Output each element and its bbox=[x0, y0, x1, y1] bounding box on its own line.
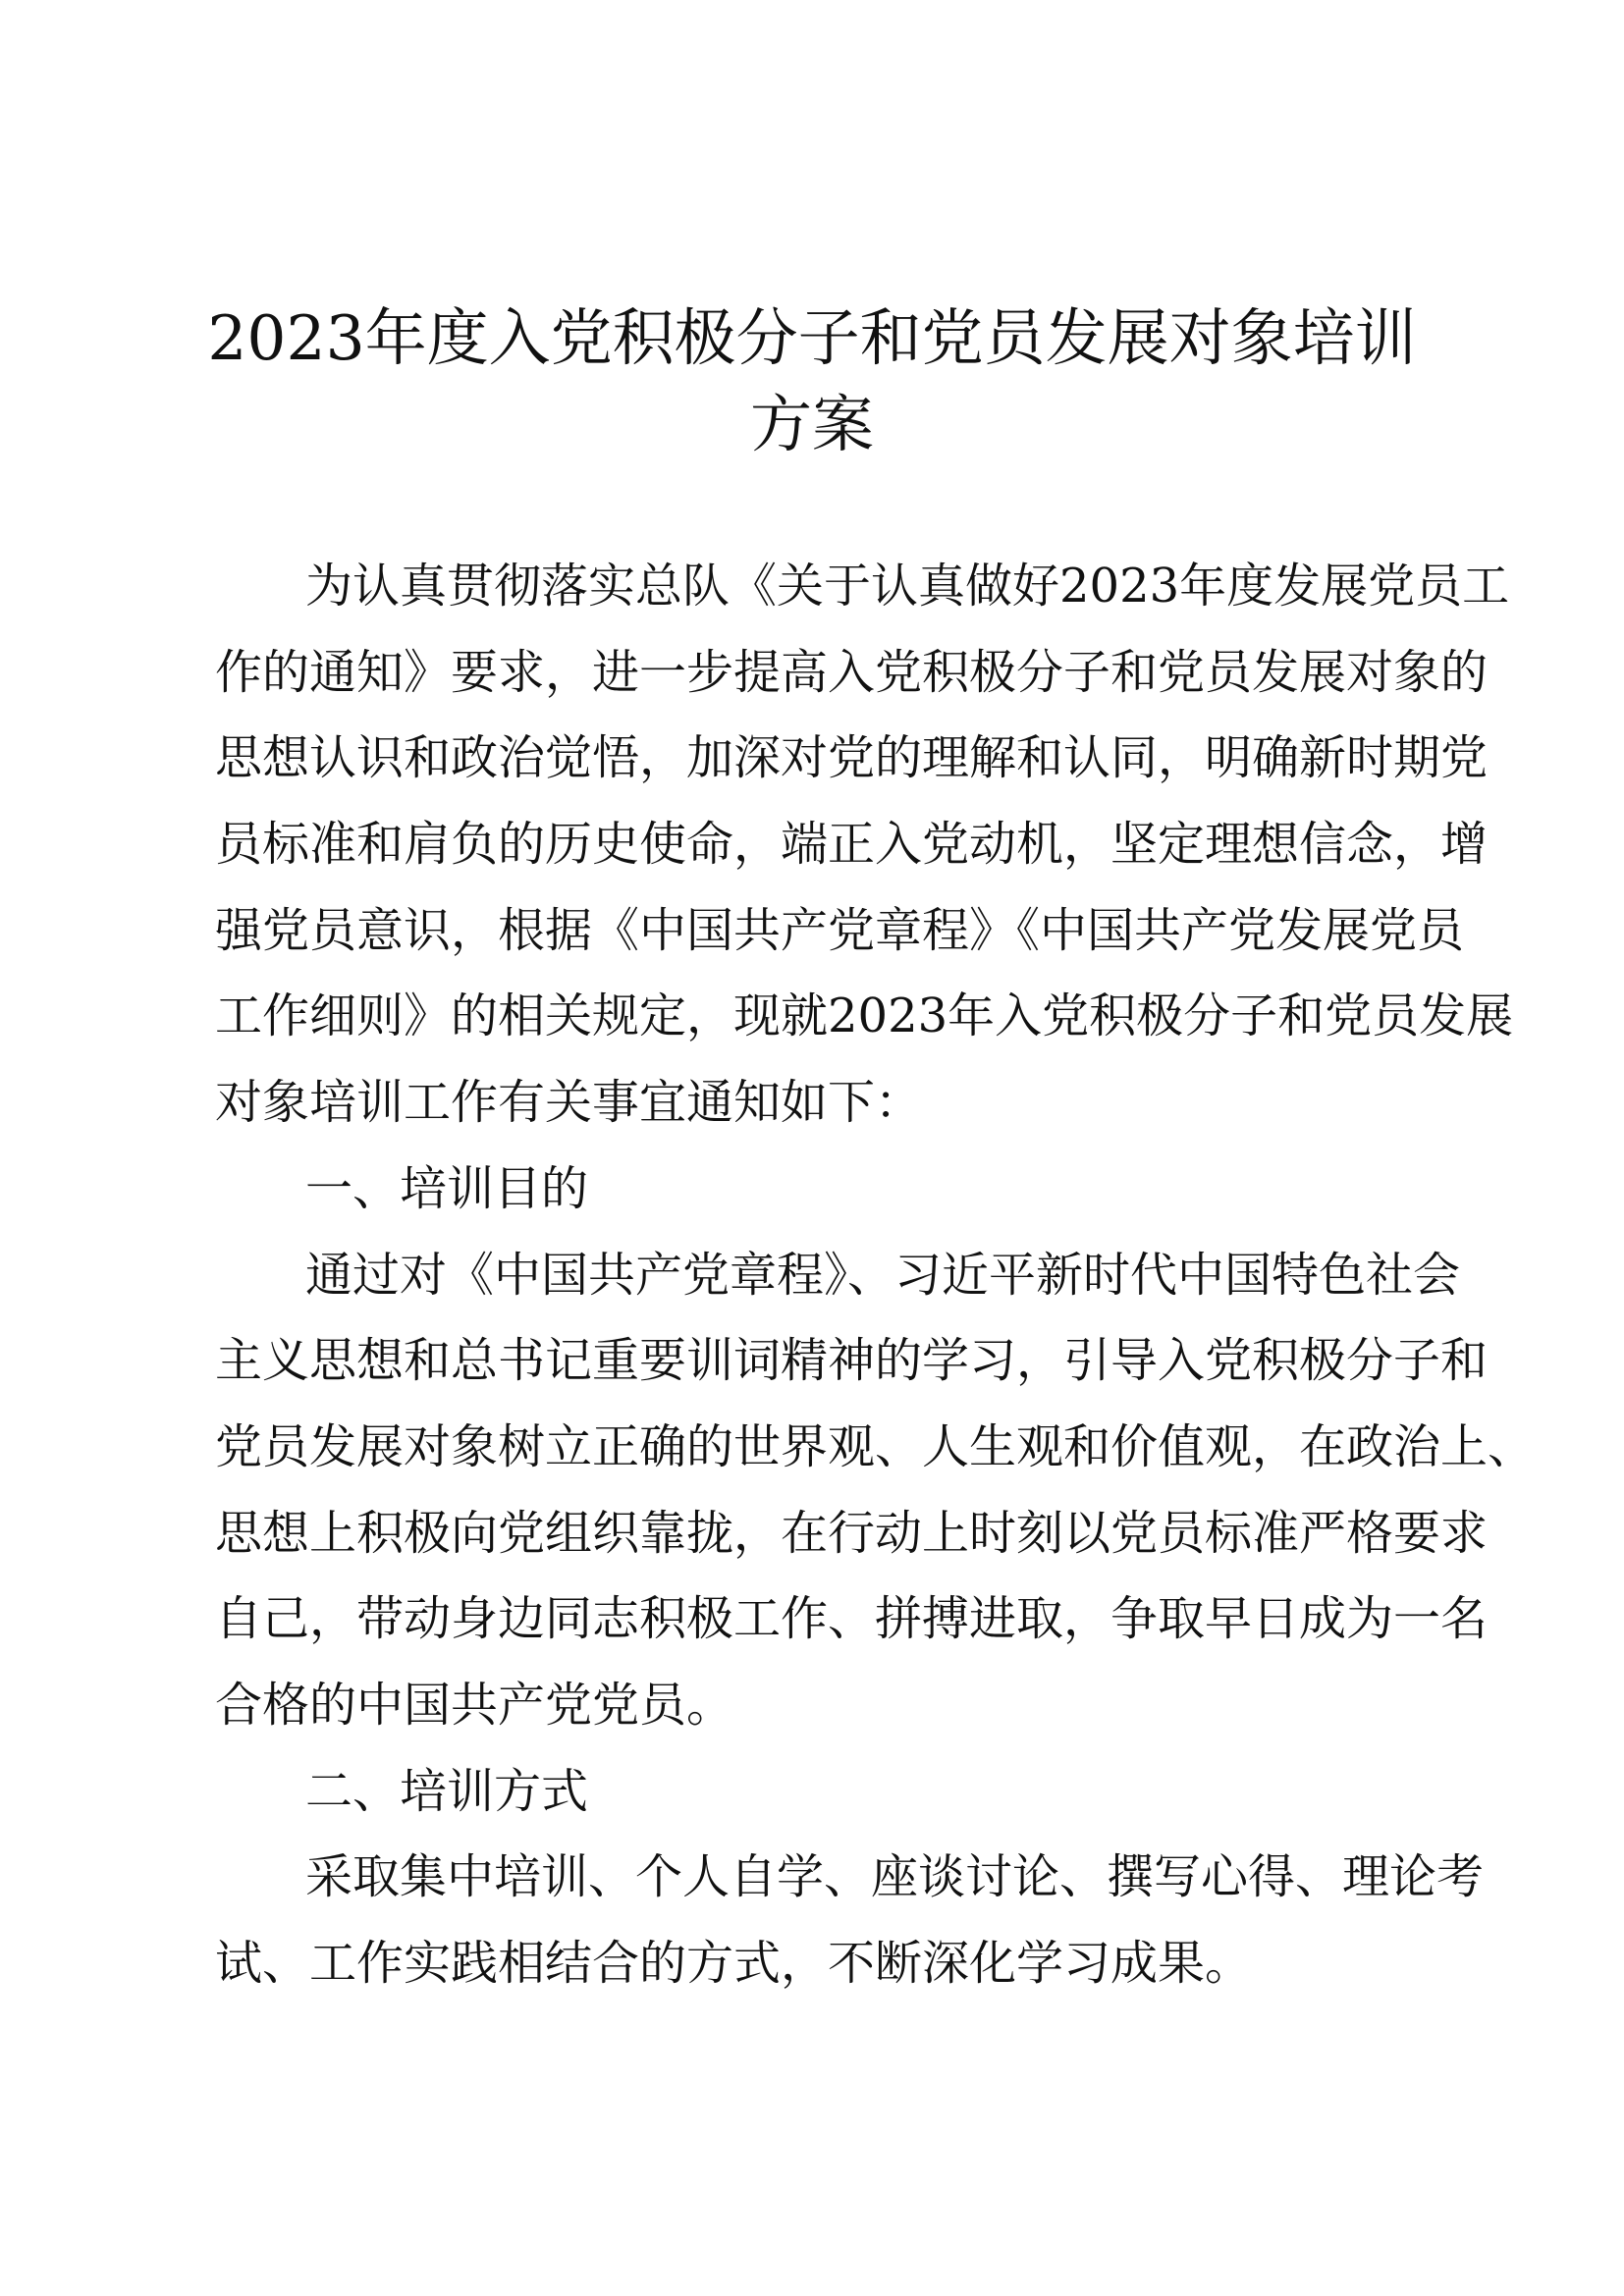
purpose-line: 通过对《中国共产党章程》、习近平新时代中国特色社会 bbox=[305, 1247, 1461, 1303]
purpose-line: 主义思想和总书记重要训词精神的学习，引导入党积极分子和 bbox=[215, 1333, 1489, 1389]
intro-line: 员标准和肩负的历史使命，端正入党动机，坚定理想信念，增 bbox=[215, 817, 1489, 873]
intro-line: 工作细则》的相关规定，现就2023年入党积极分子和党员发展 bbox=[215, 988, 1514, 1044]
method-line: 采取集中培训、个人自学、座谈讨论、撰写心得、理论考 bbox=[305, 1849, 1485, 1905]
document-title bbox=[196, 294, 1428, 466]
purpose-line: 思想上积极向党组织靠拢，在行动上时刻以党员标准严格要求 bbox=[215, 1505, 1489, 1561]
intro-line: 为认真贯彻落实总队《关于认真做好2023年度发展党员工 bbox=[305, 559, 1510, 614]
intro-line: 对象培训工作有关事宜通知如下： bbox=[215, 1075, 923, 1131]
title-line-1: 2023年度入党积极分子和党员发展对象培训 bbox=[207, 302, 1417, 374]
intro-line: 思想认识和政治觉悟，加深对党的理解和认同，明确新时期党 bbox=[215, 730, 1489, 786]
method-paragraph bbox=[215, 1835, 1485, 2006]
intro-line: 作的通知》要求，进一步提高入党积极分子和党员发展对象的 bbox=[215, 644, 1489, 700]
section-heading-method: 二、培训方式 bbox=[305, 1763, 589, 1819]
title-line-2: 方案 bbox=[750, 388, 874, 460]
section-heading-purpose: 一、培训目的 bbox=[305, 1160, 589, 1216]
purpose-line: 自己，带动身边同志积极工作、拼搏进取，争取早日成为一名 bbox=[215, 1591, 1489, 1647]
purpose-line: 合格的中国共产党党员。 bbox=[215, 1677, 734, 1733]
document-body bbox=[215, 544, 1536, 2007]
intro-paragraph bbox=[215, 544, 1514, 1147]
method-line: 试、工作实践相结合的方式，不断深化学习成果。 bbox=[215, 1936, 1253, 1991]
purpose-paragraph bbox=[215, 1233, 1536, 1749]
purpose-line: 党员发展对象树立正确的世界观、人生观和价值观，在政治上、 bbox=[215, 1418, 1536, 1474]
intro-line: 强党员意识，根据《中国共产党章程》《中国共产党发展党员 bbox=[215, 902, 1465, 958]
